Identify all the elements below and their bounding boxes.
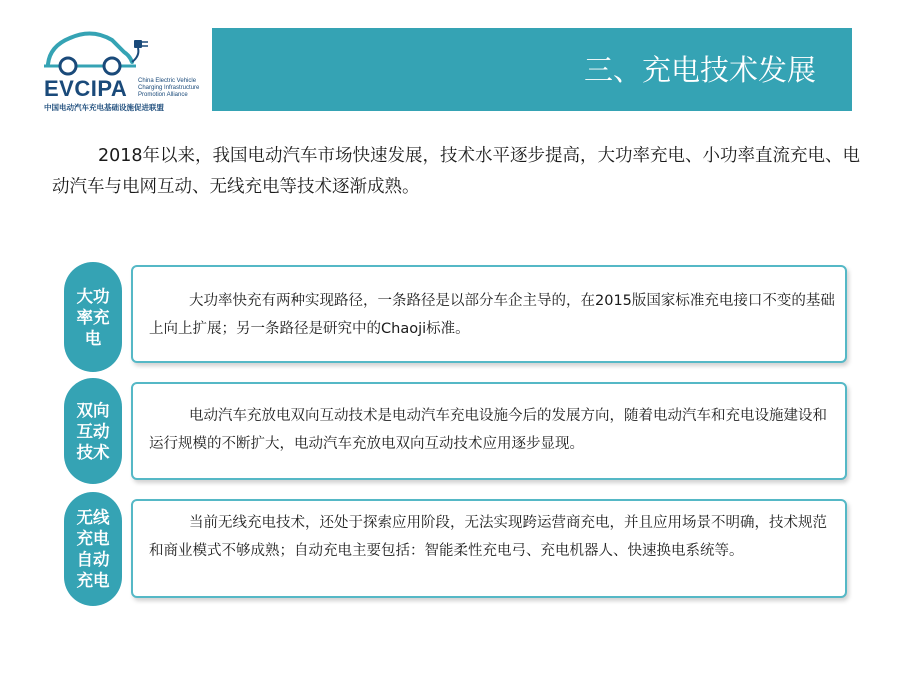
section-box-bidirectional xyxy=(131,382,847,480)
car-plug-icon xyxy=(40,26,150,76)
section-text: 大功率快充有两种实现路径，一条路径是以部分车企主导的，在2015版国家标准充电接口不变的基础上向上扩展；另一条路径是研究中的Chaoji标准。 xyxy=(149,293,835,337)
section-text: 当前无线充电技术，还处于探索应用阶段，无法实现跨运营商充电，并且应用场景不明确，技术规范和商业模式不够成熟；自动充电主要包括：智能柔性充电弓、充电机器人、快速换电系统等。 xyxy=(149,515,827,559)
section-label-bidirectional: 双向互动技术 xyxy=(64,378,122,484)
section-box-wireless xyxy=(131,499,847,598)
section-text: 电动汽车充放电双向互动技术是电动汽车充电设施今后的发展方向，随着电动汽车和充电设施建设和运行规模的不断扩大，电动汽车充放电双向互动技术应用逐步显现。 xyxy=(149,408,827,452)
intro-paragraph: 2018年以来，我国电动汽车市场快速发展，技术水平逐步提高，大功率充电、小功率直流充电、电动汽车与电网互动、无线充电等技术逐渐成熟。 xyxy=(52,146,861,197)
title-bar xyxy=(212,28,852,111)
evcipa-logo xyxy=(40,26,205,112)
section-box-high-power xyxy=(131,265,847,363)
logo-brand: EVCIPA xyxy=(44,76,128,101)
logo-english-name: China Electric Vehicle Charging Infrastructure Promotion Alliance xyxy=(138,78,200,98)
page-title: 三、充电技术发展 xyxy=(583,53,816,87)
section-label-high-power: 大功率充电 xyxy=(64,262,122,372)
section-label-wireless: 无线充电自动充电 xyxy=(64,492,122,606)
logo-chinese-name: 中国电动汽车充电基础设施促进联盟 xyxy=(44,103,164,112)
